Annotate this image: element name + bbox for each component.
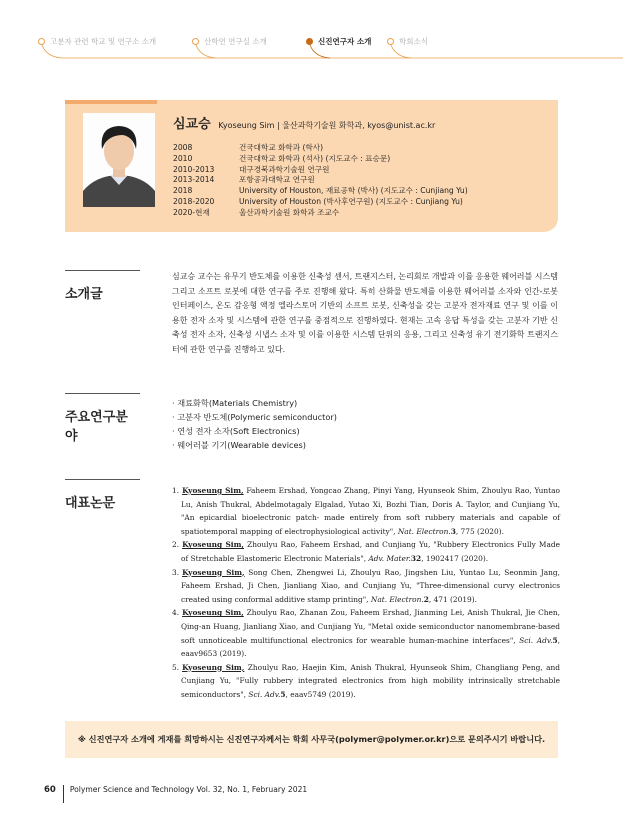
- nav-label: 신진연구자 소개: [318, 37, 372, 46]
- paper-volume: 32: [410, 553, 422, 563]
- paper-pages: , 1902417 (2020).: [421, 553, 489, 563]
- paper-pages: , eaav9653 (2019).: [181, 635, 561, 659]
- nav-label: 학회소식: [399, 37, 428, 46]
- page-number: 60: [44, 785, 56, 795]
- research-item: · 재료화학(Materials Chemistry): [172, 398, 298, 408]
- edu-text: University of Houston, 재료공학 (박사) (지도교수 : Cunjiang Yu): [239, 186, 468, 196]
- circle-icon: [387, 38, 394, 45]
- education-row: [173, 154, 468, 165]
- paper-journal: Adv. Mater.: [368, 553, 411, 563]
- edu-year: 2010: [173, 153, 193, 163]
- paper-body: Song Chen, Zhengwei Li, Zhoulyu Rao, Jingshen Liu, Yuntao Lu, Seonmin Jang, Faheem Ershad, Ji Chen, Jianliang Xiao, and Cunjiang Yu, "Three-dimensional curvy electronics created using conformal additive stamp printing",: [181, 567, 560, 604]
- paper-volume: 5: [280, 689, 286, 699]
- edu-year: 2018: [173, 186, 193, 196]
- paper-body: Faheem Ershad, Yongcao Zhang, Pinyi Yang, Hyunseok Shim, Zhoulyu Rao, Yuntao Lu, Anish Thukral, Abdelmotagaly Elgalad, Yutao Xi, Bozhi Tian, Doris A. Taylor, and Cunjiang Yu, "An epicardial bioelectronic patch- made entirely from soft rubbery materials and capable of spatiotemporal mapping of electrophysiological activity",: [181, 486, 560, 536]
- research-item: · 연성 전자 소자(Soft Electronics): [172, 426, 300, 436]
- research-heading: 주요연구분야: [65, 393, 140, 444]
- profile-name-line: [173, 113, 435, 132]
- paper-number: 4.: [172, 608, 180, 618]
- paper-author: Kyoseung Sim,: [182, 567, 245, 577]
- paper-author: Kyoseung Sim,: [182, 608, 244, 618]
- paper-item: [172, 484, 560, 538]
- separator: |: [277, 121, 280, 130]
- paper-journal: Sci. Adv.: [248, 689, 281, 699]
- nav-item-labs[interactable]: [192, 36, 267, 47]
- intro-heading: 소개글: [65, 270, 140, 302]
- paper-number: 2.: [172, 540, 180, 550]
- education-row: [173, 165, 468, 176]
- edu-year: 2013-2014: [173, 175, 215, 185]
- paper-pages: , eaav5749 (2019).: [285, 689, 356, 699]
- edu-year: 2008: [173, 143, 193, 152]
- education-row: [173, 208, 468, 219]
- paper-item: [172, 566, 560, 607]
- paper-number: 5.: [172, 662, 180, 672]
- paper-body: Zhoulyu Rao, Faheem Ershad, and Cunjiang Yu, "Rubbery Electronics Fully Made of Stretchable Elastomeric Electronic Materials",: [181, 540, 560, 563]
- education-row: [173, 143, 468, 154]
- edu-year: 2018-2020: [173, 196, 215, 206]
- research-item: · 웨어러블 기기(Wearable devices): [172, 440, 306, 450]
- name-korean: 심교승: [173, 117, 211, 132]
- education-row: [173, 175, 468, 186]
- paper-item: [172, 538, 560, 565]
- research-list: [172, 396, 337, 452]
- edu-text: 건국대학교 화학과 (학사): [239, 143, 324, 152]
- nav-item-news[interactable]: [387, 36, 428, 47]
- paper-journal: Nat. Electron.: [370, 594, 424, 604]
- circle-icon: [192, 38, 199, 45]
- paper-pages: , 471 (2019).: [428, 594, 477, 604]
- edu-text: 건국대학교 화학과 (석사) (지도교수 : 표승문): [239, 153, 391, 163]
- paper-journal: Nat. Electron.: [397, 526, 451, 536]
- nav-item-schools[interactable]: [38, 36, 156, 47]
- education-list: [173, 143, 468, 219]
- paper-number: 1.: [172, 486, 180, 495]
- paper-volume: 5: [552, 635, 558, 645]
- paper-volume: 2: [423, 594, 429, 604]
- circle-icon: [306, 38, 313, 45]
- paper-author: Kyoseung Sim,: [182, 486, 244, 495]
- education-row: [173, 197, 468, 208]
- papers-list: [172, 484, 560, 702]
- edu-text: 대구경북과학기술원 연구원: [239, 164, 330, 174]
- nav-item-new-researchers[interactable]: [306, 36, 371, 47]
- paper-number: 3.: [172, 567, 180, 577]
- footer-divider: [63, 785, 64, 803]
- paper-item: [172, 606, 560, 660]
- name-english: Kyoseung Sim: [218, 121, 275, 130]
- paper-body: Zhoulyu Rao, Haejin Kim, Anish Thukral, Hyunseok Shim, Changliang Peng, and Cunjiang Yu, "Fully rubbery integrated electronics from high mobility intrinsically stretchable semiconductors",: [181, 662, 560, 699]
- footer: [44, 785, 307, 803]
- paper-body: Zhoulyu Rao, Zhanan Zou, Faheem Ershad, Jianming Lei, Anish Thukral, Jie Chen, Qing-an Huang, Jianliang Xiao, and Cunjiang Yu, "Metal oxide semiconductor nanomembrane-based soft unnoticeable multifunctional electronics for wearable human-machine interfaces",: [181, 608, 560, 645]
- edu-text: University of Houston (박사후연구원) (지도교수 : Cunjiang Yu): [239, 196, 463, 206]
- circle-icon: [38, 38, 45, 45]
- intro-text: 심교승 교수는 유무기 반도체를 이용한 신축성 센서, 트랜지스터, 논리회로 개발과 이를 응용한 웨어러블 시스템 그리고 소프트 로봇에 대한 연구를 주로 진행해 왔다. 특히 산화물 반도체를 이용한 웨어러블 소자와 인간-로봇 인터페이스, 온도 감응형 액정 엘라스토머 기반의 소프트 로봇, 신축성을 갖는 고분자 전자재료 연구 및 이를 이용한 전자 소자 및 시스템에 관한 연구를 중점적으로 진행하였다. 현재는 고속 응답 특성을 갖는 고분자 기반 신축성 전자 소자, 신축성 시냅스 소자 및 이를 이용한 시스템 단위의 응용, 그리고 신축성 유기 전기화학 트랜지스터에 관한 연구를 진행하고 있다.: [172, 272, 558, 354]
- paper-author: Kyoseung Sim,: [182, 662, 245, 672]
- journal-info: Polymer Science and Technology Vol. 32, No. 1, February 2021: [69, 785, 308, 794]
- edu-year: 2020-현재: [173, 207, 210, 217]
- nav-label: 고분자 관련 학교 및 연구소 소개: [50, 37, 157, 46]
- paper-pages: , 775 (2020).: [455, 526, 504, 536]
- edu-year: 2010-2013: [173, 164, 215, 174]
- affiliation: 울산과학기술원 화학과, kyos@unist.ac.kr: [282, 121, 436, 130]
- papers-heading: 대표논문: [65, 479, 140, 511]
- education-row: [173, 186, 468, 197]
- profile-photo: [83, 113, 155, 207]
- research-item: · 고분자 반도체(Polymeric semiconductor): [172, 412, 337, 422]
- paper-journal: Sci. Adv.: [519, 635, 553, 645]
- nav-label: 산학연 연구실 소개: [204, 37, 267, 46]
- paper-volume: 3: [450, 526, 456, 536]
- edu-text: 포항공과대학교 연구원: [239, 175, 315, 185]
- edu-text: 울산과학기술원 화학과 조교수: [239, 207, 340, 217]
- paper-item: [172, 661, 560, 702]
- notice-banner: ※ 신진연구자 소개에 게재를 희망하시는 신진연구자께서는 학회 사무국(polymer@polymer.or.kr)으로 문의주시기 바랍니다.: [65, 721, 558, 758]
- accent-strip: [65, 100, 157, 104]
- paper-author: Kyoseung Sim,: [182, 540, 244, 550]
